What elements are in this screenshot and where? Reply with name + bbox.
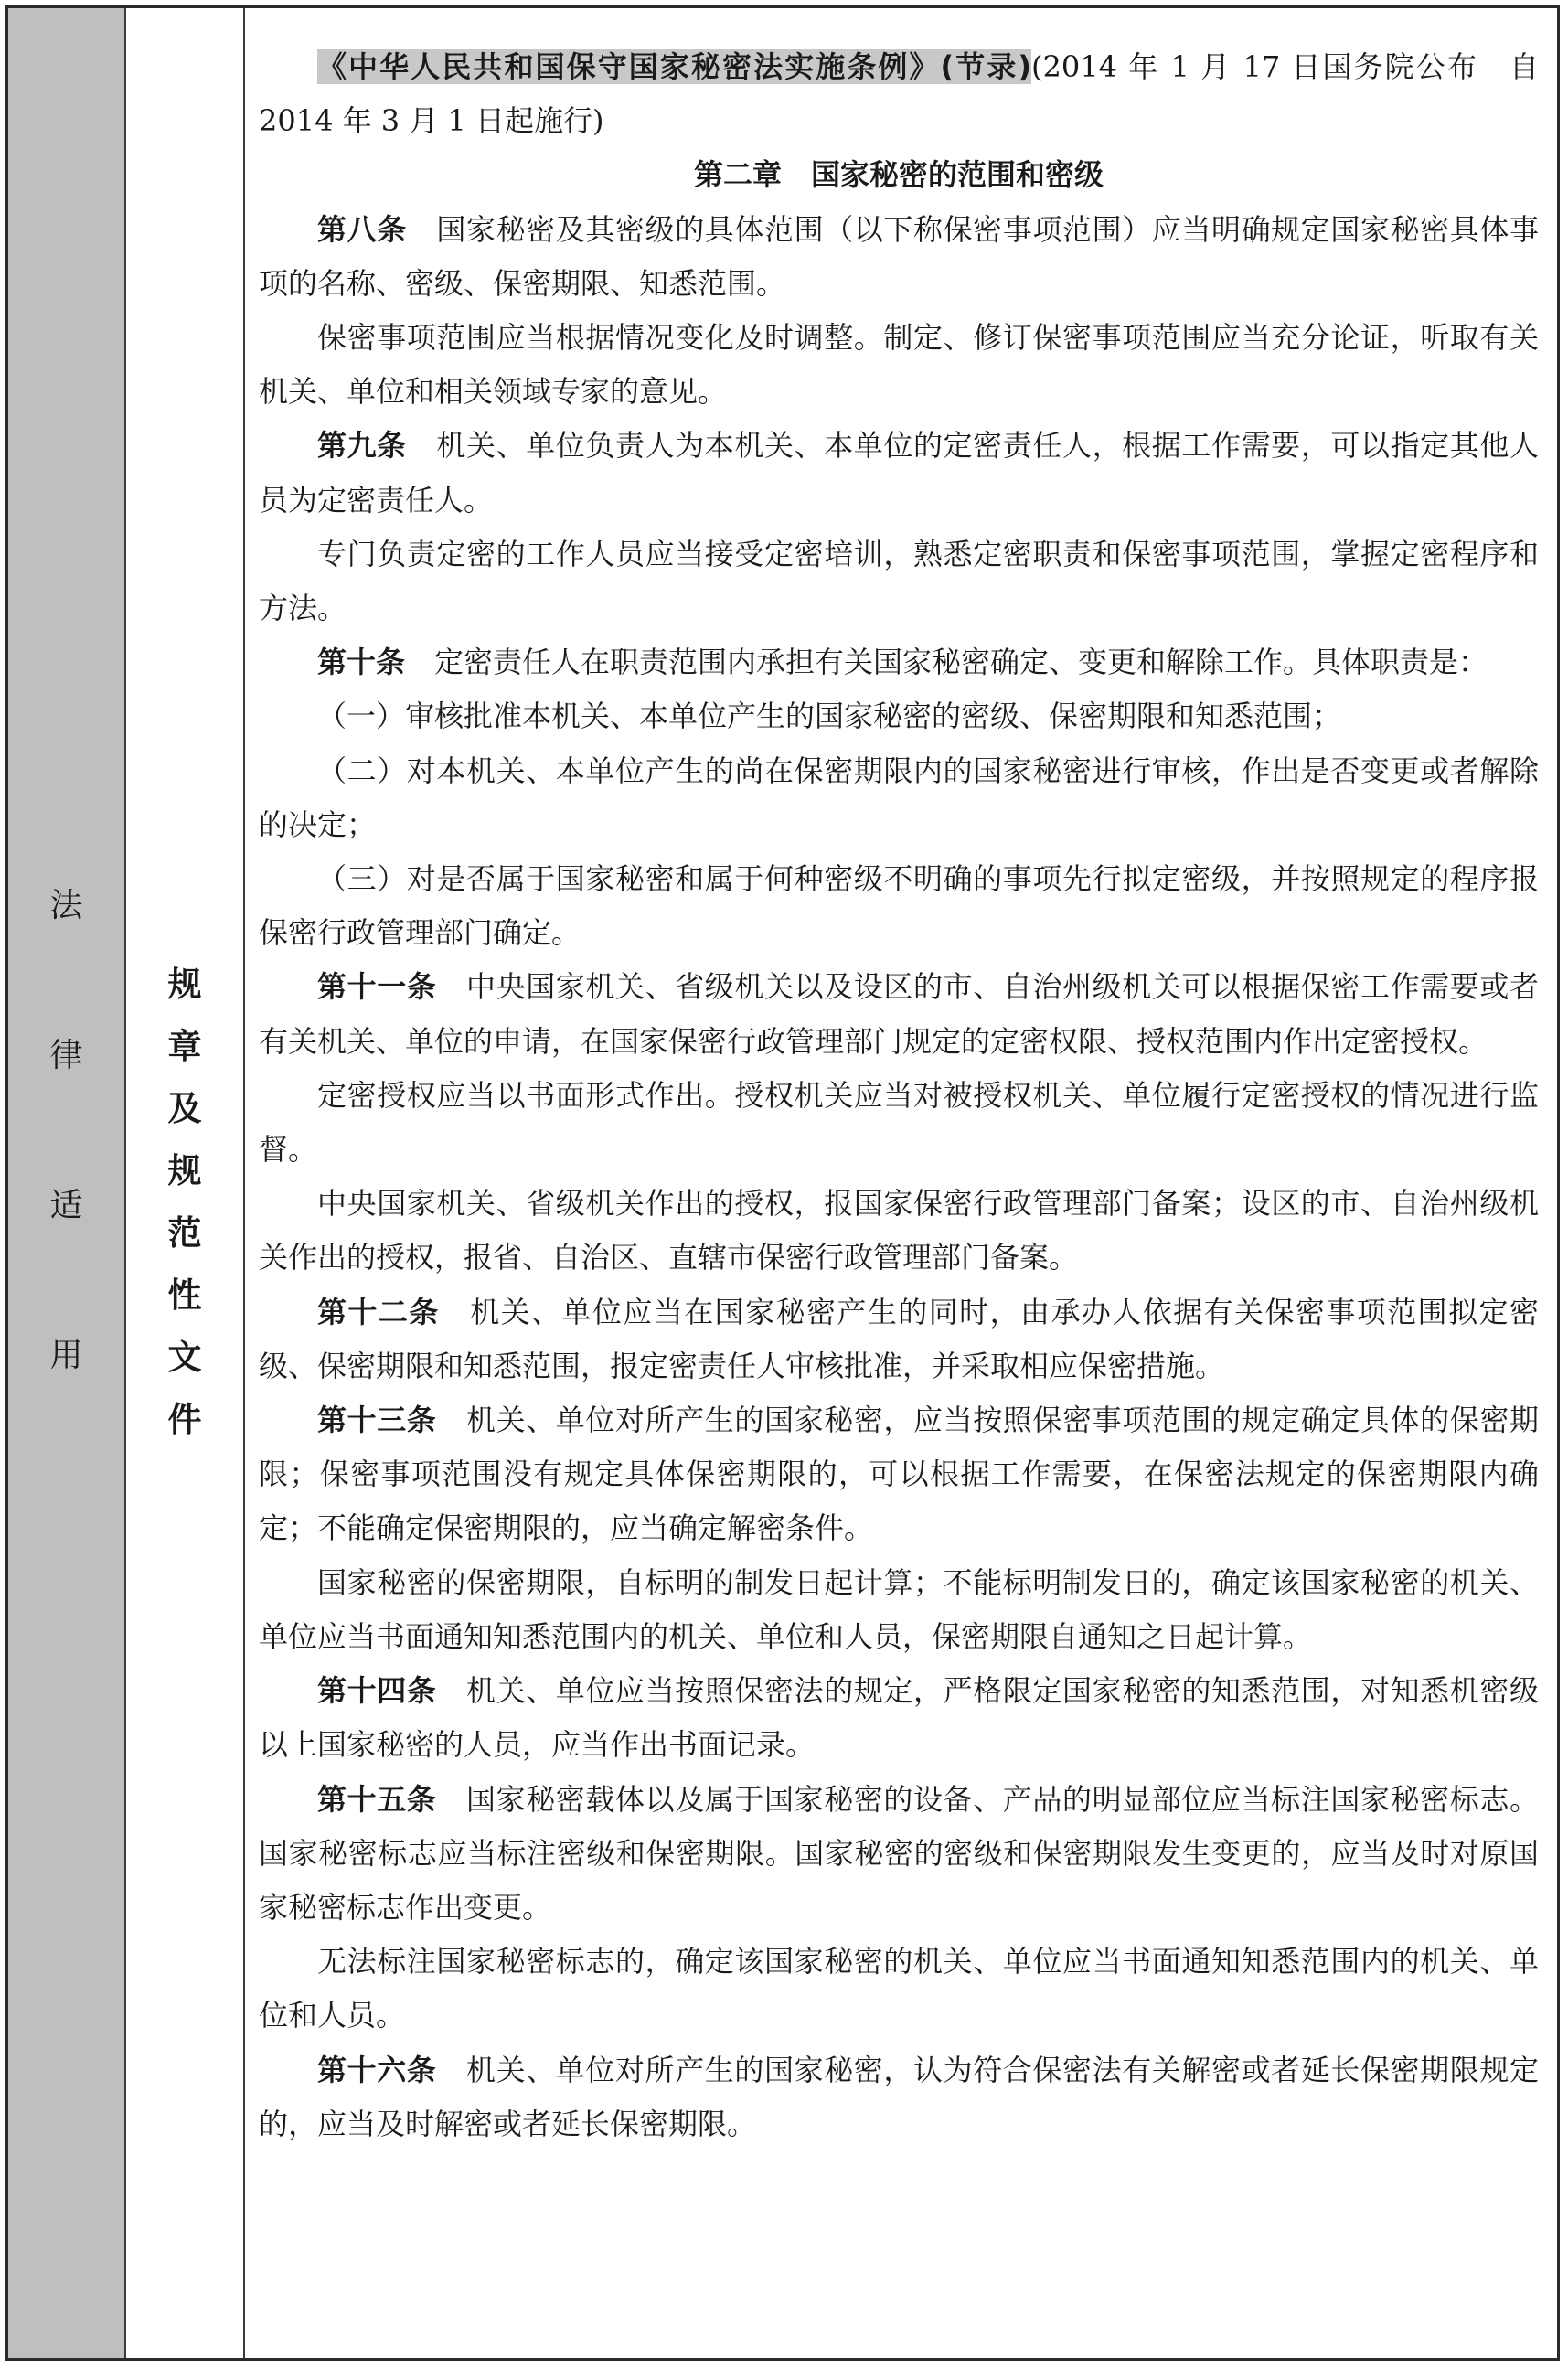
- article-text: 机关、单位应当按照保密法的规定，严格限定国家秘密的知悉范围，对知悉机密级以上国家秘密的人员，应当作出书面记录。: [259, 1673, 1539, 1763]
- document-title: 《中华人民共和国保守国家秘密法实施条例》(节录): [317, 49, 1032, 84]
- article-paragraph: [259, 1935, 1539, 2043]
- article-text: （二）对本机关、本单位产生的尚在保密期限内的国家秘密进行审核，作出是否变更或者解除的决定；: [259, 752, 1539, 842]
- article-text: 国家秘密的保密期限，自标明的制发日起计算；不能标明制发日的，确定该国家秘密的机关、单位应当书面通知知悉范围内的机关、单位和人员，保密期限自通知之日起计算。: [259, 1564, 1539, 1654]
- subcategory-char: 范: [167, 1213, 202, 1253]
- article-list: [259, 203, 1539, 2151]
- article-number: 第十条: [317, 645, 406, 680]
- article-text: 机关、单位负责人为本机关、本单位的定密责任人，根据工作需要，可以指定其他人员为定密责任人。: [259, 428, 1539, 518]
- article-number: 第十三条: [317, 1403, 437, 1438]
- article-number: 第十一条: [317, 969, 437, 1005]
- subcategory-char: 规: [167, 1151, 202, 1190]
- article-paragraph: [259, 689, 1539, 743]
- article-text: 保密事项范围应当根据情况变化及时调整。制定、修订保密事项范围应当充分论证，听取有关机关、单位和相关领域专家的意见。: [259, 320, 1539, 410]
- article-paragraph: [259, 1664, 1539, 1772]
- article-text: （一）审核批准本机关、本单位产生的国家秘密的密级、保密期限和知悉范围；: [317, 699, 1342, 734]
- article-number: 第十四条: [317, 1673, 437, 1709]
- subcategory-char: 件: [167, 1400, 202, 1439]
- chapter-heading: 第二章 国家秘密的范围和密级: [693, 157, 1104, 193]
- article-text: 中央国家机关、省级机关以及设区的市、自治州级机关可以根据保密工作需要或者有关机关、单位的申请，在国家保密行政管理部门规定的定密权限、授权范围内作出定密授权。: [259, 969, 1539, 1059]
- article-text: 机关、单位应当在国家秘密产生的同时，由承办人依据有关保密事项范围拟定密级、保密期限和知悉范围，报定密责任人审核批准，并采取相应保密措施。: [259, 1294, 1539, 1383]
- article-paragraph: [259, 635, 1539, 689]
- article-number: 第八条: [317, 211, 407, 247]
- article-paragraph: [259, 2044, 1539, 2151]
- article-text: （三）对是否属于国家秘密和属于何种密级不明确的事项先行拟定密级，并按照规定的程序报保密行政管理部门确定。: [259, 861, 1539, 951]
- article-paragraph: [259, 311, 1539, 419]
- article-text: 机关、单位对所产生的国家秘密，认为符合保密法有关解密或者延长保密期限规定的，应当及时解密或者延长保密期限。: [259, 2052, 1539, 2141]
- subcategory-char: 章: [167, 1027, 202, 1066]
- article-paragraph: [259, 203, 1539, 311]
- article-number: 第十五条: [317, 1781, 437, 1817]
- article-paragraph: [259, 1069, 1539, 1177]
- subcategory-char: 性: [167, 1275, 202, 1315]
- document-title-line: [259, 40, 1539, 148]
- article-number: 第十六条: [317, 2052, 437, 2087]
- article-paragraph: [259, 1773, 1539, 1936]
- subcategory-char: 文: [167, 1338, 202, 1377]
- subcategory-column: [126, 8, 245, 2358]
- article-paragraph: [259, 1177, 1539, 1285]
- article-text: 定密责任人在职责范围内承担有关国家秘密确定、变更和解除工作。具体职责是：: [434, 645, 1488, 680]
- subcategory-char: 及: [167, 1089, 202, 1128]
- article-paragraph: [259, 1286, 1539, 1393]
- document-title-note: (2014 年 1 月 17 日国务院公布 自 2014 年 3 月 1 日起施行): [259, 49, 1539, 139]
- article-text: 机关、单位对所产生的国家秘密，应当按照保密事项范围的规定确定具体的保密期限；保密事项范围没有规定具体保密期限的，可以根据工作需要，在保密法规定的保密期限内确定；不能确定保密期限的，应当确定解密条件。: [259, 1403, 1539, 1546]
- article-text: 中央国家机关、省级机关作出的授权，报国家保密行政管理部门备案；设区的市、自治州级机关作出的授权，报省、自治区、直辖市保密行政管理部门备案。: [259, 1186, 1539, 1275]
- article-text: 国家秘密及其密级的具体范围（以下称保密事项范围）应当明确规定国家秘密具体事项的名称、密级、保密期限、知悉范围。: [259, 211, 1539, 301]
- subcategory-char: 规: [167, 965, 202, 1004]
- article-paragraph: [259, 1556, 1539, 1664]
- article-paragraph: [259, 528, 1539, 635]
- article-text: 专门负责定密的工作人员应当接受定密培训，熟悉定密职责和保密事项范围，掌握定密程序和方法。: [259, 536, 1539, 626]
- document-content: [259, 40, 1539, 2151]
- category-char: 律: [49, 1037, 83, 1074]
- article-paragraph: [259, 960, 1539, 1068]
- article-text: 国家秘密载体以及属于国家秘密的设备、产品的明显部位应当标注国家秘密标志。国家秘密标志应当标注密级和保密期限。国家秘密的密级和保密期限发生变更的，应当及时对原国家秘密标志作出变更。: [259, 1781, 1539, 1925]
- article-paragraph: [259, 1393, 1539, 1556]
- category-char: 适: [49, 1187, 83, 1224]
- article-paragraph: [259, 744, 1539, 852]
- article-number: 第九条: [317, 428, 407, 464]
- article-paragraph: [259, 852, 1539, 960]
- category-char: 法: [49, 887, 83, 924]
- category-column: [8, 8, 126, 2358]
- subcategory-label: [126, 962, 243, 1459]
- article-paragraph: [259, 419, 1539, 527]
- article-text: 定密授权应当以书面形式作出。授权机关应当对被授权机关、单位履行定密授权的情况进行监督。: [259, 1077, 1539, 1168]
- category-char: 用: [49, 1337, 83, 1374]
- category-label: [8, 886, 124, 1486]
- article-number: 第十二条: [317, 1294, 440, 1329]
- article-text: 无法标注国家秘密标志的，确定该国家秘密的机关、单位应当书面通知知悉范围内的机关、单位和人员。: [259, 1944, 1539, 2033]
